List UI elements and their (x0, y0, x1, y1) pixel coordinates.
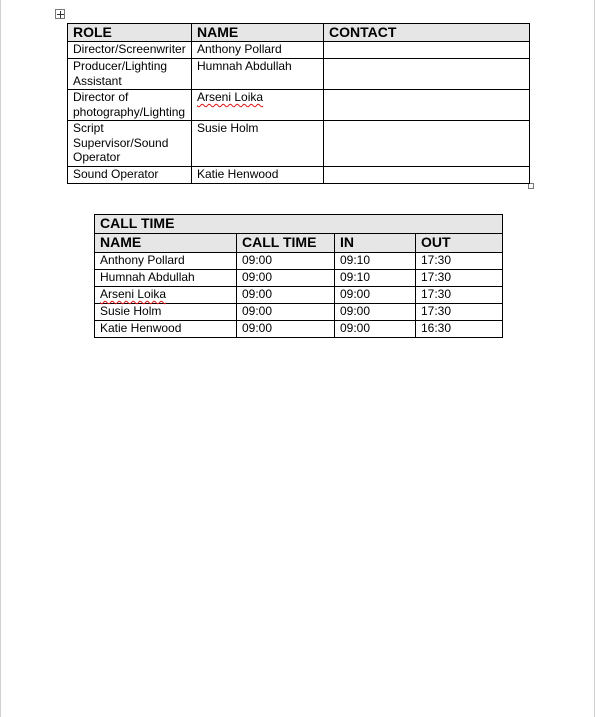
call-name-cell[interactable]: Susie Holm (95, 304, 237, 321)
call-table-title[interactable]: CALL TIME (95, 215, 503, 234)
table-row (68, 59, 530, 90)
crew-role-cell[interactable]: Producer/Lighting Assistant (68, 59, 192, 90)
call-time-cell[interactable]: 09:00 (237, 287, 335, 304)
crew-name-cell[interactable] (192, 90, 324, 121)
call-header-out[interactable]: OUT (416, 234, 503, 253)
crew-role-cell[interactable]: Director of photography/Lighting (68, 90, 192, 121)
crew-name-cell[interactable]: Susie Holm (192, 121, 324, 167)
call-time-cell[interactable]: 09:00 (237, 321, 335, 338)
crew-name-cell[interactable]: Humnah Abdullah (192, 59, 324, 90)
call-name-cell[interactable]: Katie Henwood (95, 321, 237, 338)
crew-contact-cell[interactable] (324, 59, 530, 90)
crew-contact-cell[interactable] (324, 121, 530, 167)
call-name-text: Arseni Loika (100, 287, 167, 301)
table-row (68, 121, 530, 167)
table-row (95, 287, 503, 304)
page-edge-left (0, 0, 1, 717)
call-name-cell[interactable]: Humnah Abdullah (95, 270, 237, 287)
crew-table (67, 23, 530, 184)
table-row (95, 304, 503, 321)
crew-header-row (68, 24, 530, 42)
crew-header-role[interactable]: ROLE (68, 24, 192, 42)
call-name-cell[interactable] (95, 287, 237, 304)
call-time-table (94, 214, 503, 338)
call-out-cell[interactable]: 17:30 (416, 287, 503, 304)
crew-contact-cell[interactable] (324, 90, 530, 121)
call-in-cell[interactable]: 09:10 (335, 270, 416, 287)
table-row (95, 253, 503, 270)
table-row (68, 42, 530, 59)
call-in-cell[interactable]: 09:00 (335, 287, 416, 304)
call-header-row (95, 234, 503, 253)
crew-name-text: Arseni Loika (197, 90, 264, 104)
call-in-cell[interactable]: 09:10 (335, 253, 416, 270)
table-row (68, 90, 530, 121)
call-out-cell[interactable]: 16:30 (416, 321, 503, 338)
call-out-cell[interactable]: 17:30 (416, 253, 503, 270)
call-title-row (95, 215, 503, 234)
call-out-cell[interactable]: 17:30 (416, 304, 503, 321)
table-row (95, 270, 503, 287)
crew-contact-cell[interactable] (324, 167, 530, 184)
call-header-name[interactable]: NAME (95, 234, 237, 253)
table-row (68, 167, 530, 184)
crew-role-cell[interactable]: Director/Screenwriter (68, 42, 192, 59)
call-name-cell[interactable]: Anthony Pollard (95, 253, 237, 270)
table-move-handle-icon[interactable] (55, 9, 65, 19)
call-in-cell[interactable]: 09:00 (335, 321, 416, 338)
crew-role-cell[interactable]: Sound Operator (68, 167, 192, 184)
call-header-call-time[interactable]: CALL TIME (237, 234, 335, 253)
crew-contact-cell[interactable] (324, 42, 530, 59)
crew-role-cell[interactable]: Script Supervisor/Sound Operator (68, 121, 192, 167)
call-time-cell[interactable]: 09:00 (237, 253, 335, 270)
call-header-in[interactable]: IN (335, 234, 416, 253)
call-in-cell[interactable]: 09:00 (335, 304, 416, 321)
crew-name-cell[interactable]: Katie Henwood (192, 167, 324, 184)
call-out-cell[interactable]: 17:30 (416, 270, 503, 287)
table-row (95, 321, 503, 338)
crew-header-contact[interactable]: CONTACT (324, 24, 530, 42)
call-time-cell[interactable]: 09:00 (237, 304, 335, 321)
crew-header-name[interactable]: NAME (192, 24, 324, 42)
crew-name-cell[interactable]: Anthony Pollard (192, 42, 324, 59)
call-time-cell[interactable]: 09:00 (237, 270, 335, 287)
